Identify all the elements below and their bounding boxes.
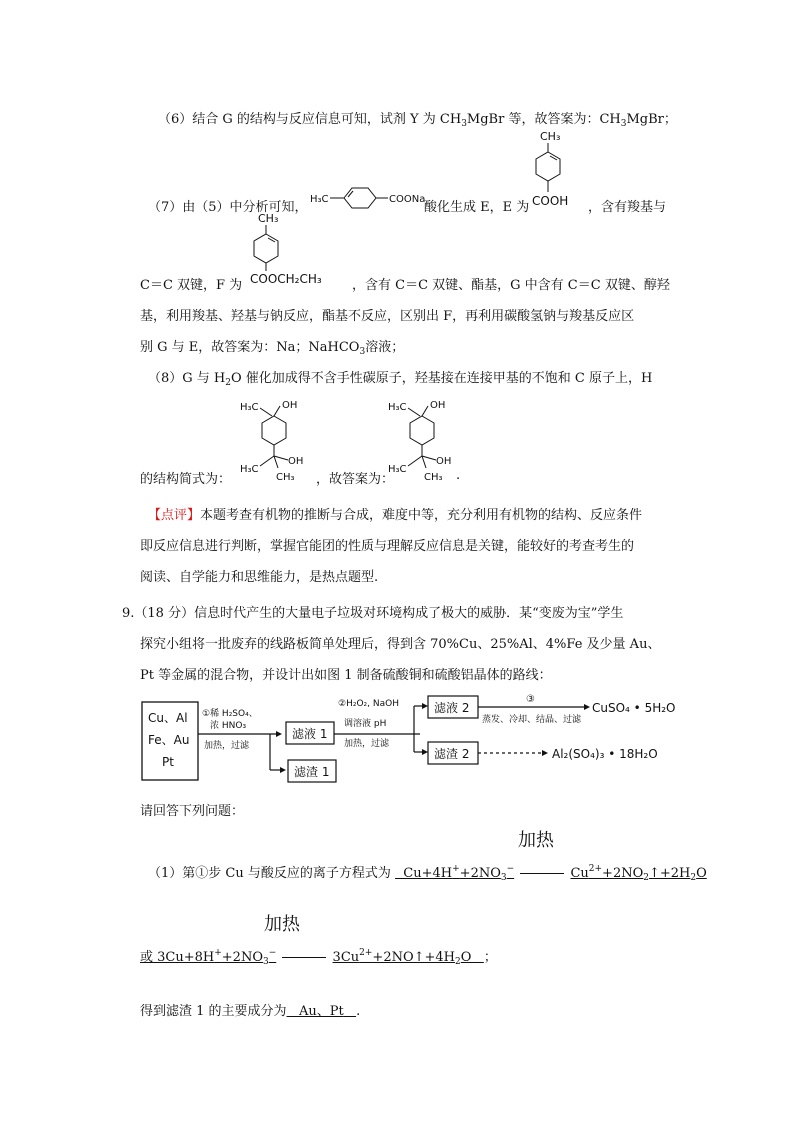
heat-label-1: 加热 — [518, 830, 554, 851]
q7-line3: 基，利用羧基、羟基与钠反应，酯基不反应，区别出 F，再利用碳酸氢钠与羧基反应区 — [140, 309, 635, 324]
q9-ask: 请回答下列问题： — [140, 804, 245, 819]
e-acid-structure — [528, 126, 588, 210]
q8-line2-a: 的结构简式为： — [140, 472, 232, 487]
answer1-line-b: 或 $3Cu+8H^++2NO_3^-$ $3Cu^{2+}+2NO↑+4H_2O$ ； — [140, 948, 497, 967]
svg-text:调溶液 pH: 调溶液 pH — [344, 719, 387, 729]
svg-text:滤液 2: 滤液 2 — [434, 701, 470, 715]
svg-text:③: ③ — [526, 694, 535, 705]
svg-text:OH: OH — [436, 456, 452, 467]
heat-label-2: 加热 — [264, 914, 300, 935]
svg-text:OH: OH — [430, 400, 446, 411]
svg-text:Cu、Al: Cu、Al — [148, 711, 188, 725]
q8-line2-c: . — [456, 468, 461, 483]
comment-tag: 【点评】 — [148, 508, 201, 523]
flowchart-figure — [140, 690, 700, 786]
h-structure-2 — [384, 396, 464, 486]
answer2-line: 得到滤渣 1 的主要成分为 Au、Pt . — [140, 1004, 361, 1019]
svg-text:H₃C: H₃C — [388, 464, 407, 475]
svg-text:Fe、Au: Fe、Au — [148, 733, 190, 747]
svg-text:②H₂O₂, NaOH: ②H₂O₂, NaOH — [338, 699, 399, 709]
svg-text:滤液 1: 滤液 1 — [292, 727, 328, 741]
svg-text:H₃C: H₃C — [240, 464, 259, 475]
svg-text:OH: OH — [282, 400, 298, 411]
svg-text:加热，过滤: 加热，过滤 — [204, 741, 250, 751]
q9-line1: 9.（18 分）信息时代产生的大量电子垃圾对环境构成了极大的威胁．某“变废为宝”学生 — [122, 606, 624, 621]
q9-line2: 探究小组将一批废弃的线路板简单处理后，得到含 70%Cu、25%Al、4%Fe 及少量 Au、 — [140, 637, 661, 652]
svg-text:Al₂(SO₄)₃ • 18H₂O: Al₂(SO₄)₃ • 18H₂O — [552, 747, 658, 761]
q7-line4: 别 G 与 E，故答案为：Na；NaHCO$_3$溶液； — [140, 340, 405, 357]
q7-line2-a: C＝C 双键，F 为 — [140, 278, 243, 293]
svg-text:浓 HNO₃: 浓 HNO₃ — [210, 721, 247, 731]
comment-line2: 即反应信息进行判断，掌握官能团的性质与理解反应信息是关键，能较好的考查考生的 — [140, 539, 635, 554]
svg-text:滤渣 2: 滤渣 2 — [434, 747, 470, 761]
svg-text:OH: OH — [288, 456, 304, 467]
f-ester-structure — [246, 208, 366, 286]
svg-text:COONa: COONa — [389, 194, 426, 205]
comment-line3: 阅读、自学能力和思维能力，是热点题型. — [140, 570, 379, 585]
svg-text:CH₃: CH₃ — [424, 472, 443, 483]
svg-text:蒸发、冷却、结晶、过滤: 蒸发、冷却、结晶、过滤 — [482, 715, 582, 725]
q8-line1: （8）G 与 $H_2O$ 催化加成得不含手性碳原子，羟基接在连接甲基的不饱和 C 原子上，H — [148, 371, 653, 388]
svg-text:①稀 H₂SO₄、: ①稀 H₂SO₄、 — [202, 709, 258, 719]
svg-text:CH₃: CH₃ — [258, 212, 279, 225]
answer1-line-a: （1）第①步 Cu 与酸反应的离子方程式为 $Cu+4H^++2NO_3^-$ $Cu^{2+}+2NO_2↑+2H_2O$ — [148, 864, 707, 883]
comment-line1: 【点评】本题考查有机物的推断与合成，难度中等，充分利用有机物的结构、反应条件 — [148, 508, 643, 523]
svg-text:COOH: COOH — [532, 194, 569, 208]
q9-line3: Pt 等金属的混合物，并设计出如图 1 制备硫酸铜和硫酸铝晶体的路线： — [140, 668, 552, 683]
svg-text:Pt: Pt — [162, 755, 174, 769]
svg-text:CuSO₄ • 5H₂O: CuSO₄ • 5H₂O — [592, 701, 676, 715]
q7-line2-b: ，含有 C＝C 双键、酯基，G 中含有 C＝C 双键、醇羟 — [352, 278, 670, 293]
svg-text:H₃C: H₃C — [240, 402, 259, 413]
svg-text:COOCH₂CH₃: COOCH₂CH₃ — [250, 272, 322, 286]
svg-text:CH₃: CH₃ — [540, 130, 561, 143]
q7-line1-a: （7）由（5）中分析可知， — [148, 200, 308, 215]
q7-line1-b: 酸化生成 E，E 为 — [424, 200, 530, 215]
svg-text:滤渣 1: 滤渣 1 — [294, 765, 330, 779]
h-structure-1 — [236, 396, 316, 486]
q7-line1-c: ，含有羧基与 — [588, 200, 667, 215]
q6-line: （6）结合 G 的结构与反应信息可知，试剂 Y 为 $CH_3MgBr$ 等，故答案为：$CH_3MgBr$； — [158, 112, 677, 129]
svg-text:CH₃: CH₃ — [276, 472, 295, 483]
q8-line2-b: ，故答案为： — [316, 472, 395, 487]
svg-text:加热，过滤: 加热，过滤 — [344, 739, 390, 749]
svg-text:H₃C: H₃C — [310, 194, 329, 205]
svg-text:H₃C: H₃C — [388, 402, 407, 413]
